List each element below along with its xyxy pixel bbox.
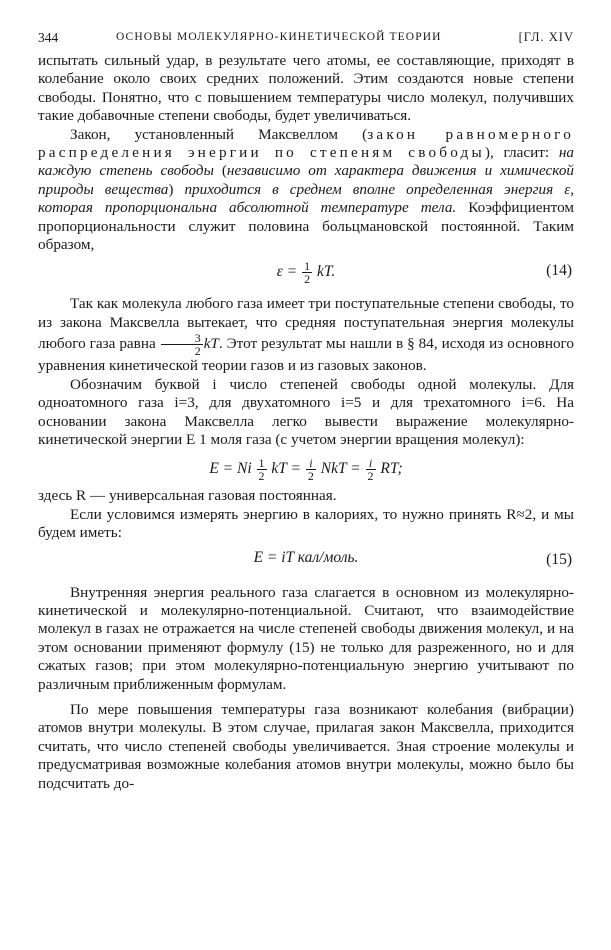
chapter-label: [ГЛ. XIV xyxy=(518,30,574,44)
equation-energy: E = Ni $\frac{1}{2}$ kT = $\frac{i}{2}$ NkT = $\frac{i}{2}$ RT; xyxy=(209,456,403,484)
paragraph-7: Внутренняя энергия реального газа слагается в основном из молекулярно-кинетической и молекулярно-потенциальной. Считают, что взаимодействие молекул в газах не отражается на числе степеней свободы движения молекул, и на этом основании применяют формулу (15) не только для разреженного, но и для сжатых газов; при этом молекулярно-потенциальную энергию учитывают по различным приближенным формулам. xyxy=(38,583,574,693)
spaced-law-name: закон равномерного распределения энергии по степеням свободы xyxy=(38,125,574,162)
page-header xyxy=(38,30,574,52)
equation-15: E = iT кал/моль. (15) xyxy=(253,548,572,568)
equation-14: ε = $\frac{1}{2}$ kT. (14) xyxy=(276,259,572,287)
paragraph-6: Если условимся измерять энергию в калориях, то нужно принять R≈2, и мы будем иметь: xyxy=(38,505,574,542)
page-number: 344 xyxy=(38,30,59,45)
paragraph-8: По мере повышения температуры газа возникают колебания (вибрации) атомов внутри молекулы. В этом случае, прилагая закон Максвелла, приходится считать, что число степеней свободы увеличивается. Зная строение молекулы и предусматривая возможные колебания атомов внутри молекулы, можно было бы подсчитать до- xyxy=(38,700,574,792)
paragraph-3: Так как молекула любого газа имеет три поступательные степени свободы, то из закона Максвелла вытекает, что средняя поступательная энергия молекулы любого газа равна $\frac{3}{2}$ kT. Этот результат мы нашли в § 84, исходя из основного уравнения кинетической теории газов и из газовых законов. xyxy=(38,295,574,375)
paragraph-maxwell-law: Закон, установленный Максвеллом (закон равномерного распределения энергии по степеням свободы), гласит: на каждую степень свободы (независимо от характера движения и химической природы вещества) приходится в среднем вполне определенная энергия ε, которая пропорциональна абсолютной температуре тела. Коэффициентом пропорциональности служит половина больцмановской постоянной. Таким образом, xyxy=(38,125,575,254)
equation-number-15: (15) xyxy=(546,550,572,568)
equation-number-14: (14) xyxy=(546,262,572,280)
paragraph-4: Обозначим буквой i число степеней свободы одной молекулы. Для одноатомного газа i=3, для двухатомного i=5 и для трехатомного i=6. На основании закона Максвелла легко вывести выражение молекулярно-кинетической энергии E 1 моля газа (с учетом энергии вращения молекул): xyxy=(38,375,574,448)
paragraph-5: здесь R — универсальная газовая постоянная. xyxy=(38,487,337,505)
running-title: ОСНОВЫ МОЛЕКУЛЯРНО-КИНЕТИЧЕСКОЙ ТЕОРИИ xyxy=(116,31,442,43)
paragraph-1: испытать сильный удар, в результате чего атомы, ее составляющие, приходят в колебание около своих средних положений. Этим создаются новые степени свободы. Понятно, что с повышением температуры число молекул, получивших такие добавочные степени свободы, будет увеличиваться. xyxy=(38,52,574,125)
book-page xyxy=(38,30,574,793)
